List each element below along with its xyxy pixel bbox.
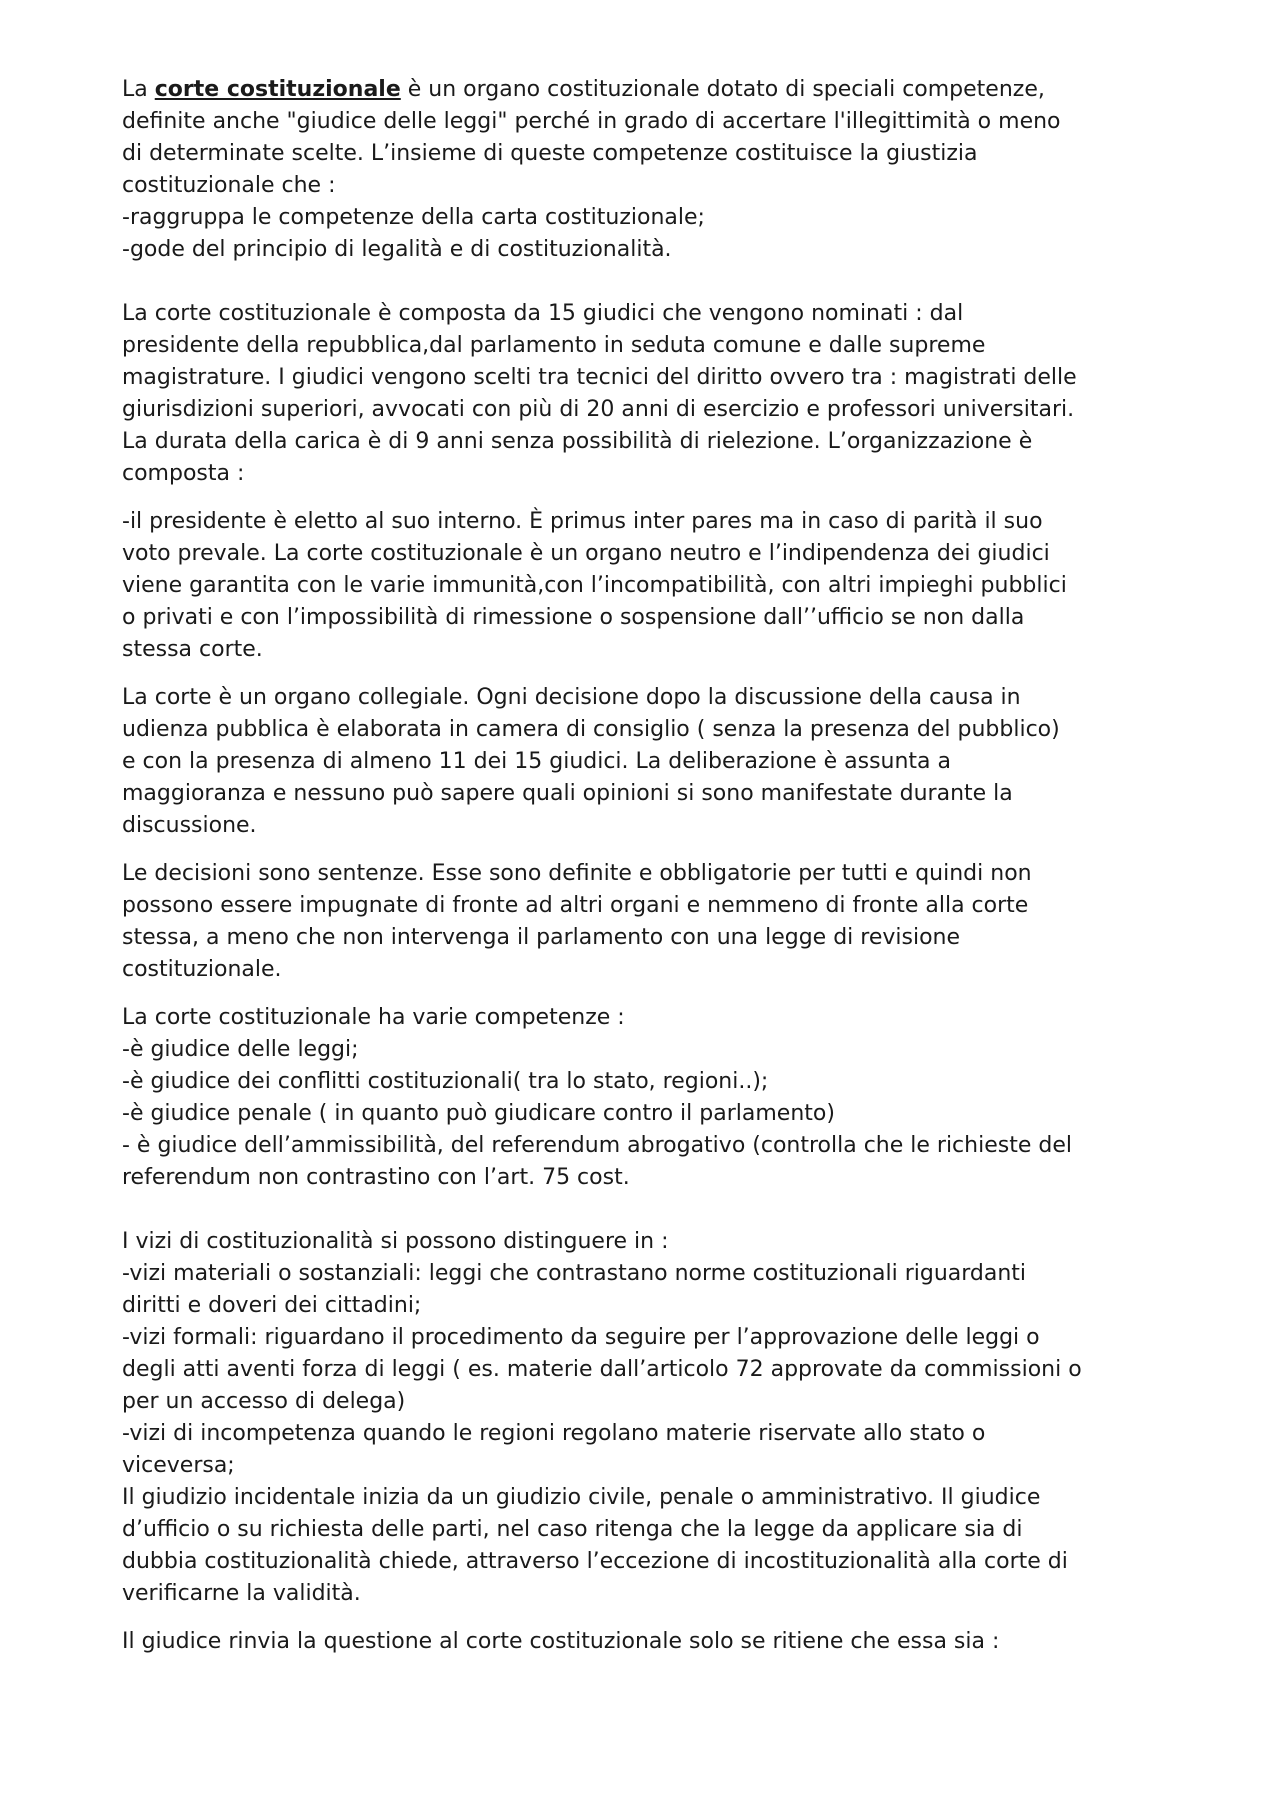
intro-term: corte costituzionale: [154, 77, 401, 102]
text-line: -è giudice delle leggi;: [122, 1037, 359, 1062]
text-line: verificarne la validità.: [122, 1581, 361, 1606]
text-line: presidente della repubblica,dal parlamento in seduta comune e dalle supreme: [122, 333, 986, 358]
text-line: diritti e doveri dei cittadini;: [122, 1293, 422, 1318]
paragraph-gap: [122, 1194, 1172, 1226]
text-line: Il giudizio incidentale inizia da un giudizio civile, penale o amministrativo. Il giudice: [122, 1485, 1041, 1510]
text-line: possono essere impugnate di fronte ad altri organi e nemmeno di fronte alla corte: [122, 893, 1029, 918]
document-body: [122, 74, 1172, 1658]
paragraph-gap: [122, 266, 1172, 298]
paragraph-gap: [122, 490, 1172, 506]
paragraph-decisions: [122, 858, 1172, 986]
text-line: -vizi materiali o sostanziali: leggi che contrastano norme costituzionali riguardanti: [122, 1261, 1027, 1286]
paragraph-composition: [122, 298, 1172, 490]
text-line: dubbia costituzionalità chiede, attraverso l’eccezione di incostituzionalità alla corte di: [122, 1549, 1068, 1574]
text-line: viene garantita con le varie immunità,con l’incompatibilità, con altri impieghi pubblici: [122, 573, 1067, 598]
paragraph-intro: [122, 74, 1172, 266]
paragraph-vices: [122, 1226, 1172, 1610]
text-line: composta :: [122, 461, 245, 486]
paragraph-competences: [122, 1002, 1172, 1194]
paragraph-referral: [122, 1626, 1172, 1658]
text-line: costituzionale che :: [122, 173, 336, 198]
text-line: discussione.: [122, 813, 257, 838]
paragraph-gap: [122, 986, 1172, 1002]
text-line: definite anche "giudice delle leggi" perché in grado di accertare l'illegittimità o meno: [122, 109, 1061, 134]
text-line: I vizi di costituzionalità si possono distinguere in :: [122, 1229, 669, 1254]
text-line: -gode del principio di legalità e di costituzionalità.: [122, 237, 672, 262]
text-line: degli atti aventi forza di leggi ( es. materie dall’articolo 72 approvate da commissioni o: [122, 1357, 1082, 1382]
text-line: d’ufficio o su richiesta delle parti, nel caso ritenga che la legge da applicare sia di: [122, 1517, 1023, 1542]
text-line: costituzionale.: [122, 957, 282, 982]
text-line: -è giudice dei conflitti costituzionali( tra lo stato, regioni..);: [122, 1069, 769, 1094]
paragraph-collegial: [122, 682, 1172, 842]
text-line: voto prevale. La corte costituzionale è un organo neutro e l’indipendenza dei giudici: [122, 541, 1050, 566]
paragraph-gap: [122, 842, 1172, 858]
text-line: viceversa;: [122, 1453, 235, 1478]
text-line: -raggruppa le competenze della carta costituzionale;: [122, 205, 705, 230]
text-line: per un accesso di delega): [122, 1389, 406, 1414]
intro-prefix: La: [122, 77, 155, 102]
paragraph-gap: [122, 1610, 1172, 1626]
text-line: Le decisioni sono sentenze. Esse sono definite e obbligatorie per tutti e quindi non: [122, 861, 1032, 886]
text-line: stessa, a meno che non intervenga il parlamento con una legge di revisione: [122, 925, 961, 950]
intro-suffix: è un organo costituzionale dotato di speciali competenze,: [400, 77, 1045, 102]
text-line: -il presidente è eletto al suo interno. È primus inter pares ma in caso di parità il suo: [122, 509, 1043, 534]
paragraph-gap: [122, 666, 1172, 682]
text-line: -vizi formali: riguardano il procedimento da seguire per l’approvazione delle leggi o: [122, 1325, 1040, 1350]
text-line: [122, 74, 1172, 106]
text-line: - è giudice dell’ammissibilità, del referendum abrogativo (controlla che le richieste del: [122, 1133, 1072, 1158]
text-line: magistrature. I giudici vengono scelti tra tecnici del diritto ovvero tra : magistrati delle: [122, 365, 1077, 390]
text-line: La corte costituzionale ha varie competenze :: [122, 1005, 625, 1030]
paragraph-president: [122, 506, 1172, 666]
text-line: di determinate scelte. L’insieme di queste competenze costituisce la giustizia: [122, 141, 978, 166]
text-line: o privati e con l’impossibilità di rimessione o sospensione dall’’ufficio se non dalla: [122, 605, 1025, 630]
text-line: giurisdizioni superiori, avvocati con più di 20 anni di esercizio e professori universitari.: [122, 397, 1075, 422]
text-line: -vizi di incompetenza quando le regioni regolano materie riservate allo stato o: [122, 1421, 986, 1446]
text-line: -è giudice penale ( in quanto può giudicare contro il parlamento): [122, 1101, 835, 1126]
text-line: e con la presenza di almeno 11 dei 15 giudici. La deliberazione è assunta a: [122, 749, 952, 774]
text-line: La corte costituzionale è composta da 15 giudici che vengono nominati : dal: [122, 301, 964, 326]
text-line: La durata della carica è di 9 anni senza possibilità di rielezione. L’organizzazione è: [122, 429, 1033, 454]
text-line: referendum non contrastino con l’art. 75 cost.: [122, 1165, 630, 1190]
text-line: La corte è un organo collegiale. Ogni decisione dopo la discussione della causa in: [122, 685, 1021, 710]
text-line: udienza pubblica è elaborata in camera di consiglio ( senza la presenza del pubblico): [122, 717, 1060, 742]
text-line: maggioranza e nessuno può sapere quali opinioni si sono manifestate durante la: [122, 781, 1013, 806]
text-line: Il giudice rinvia la questione al corte costituzionale solo se ritiene che essa sia :: [122, 1629, 1000, 1654]
text-line: stessa corte.: [122, 637, 263, 662]
